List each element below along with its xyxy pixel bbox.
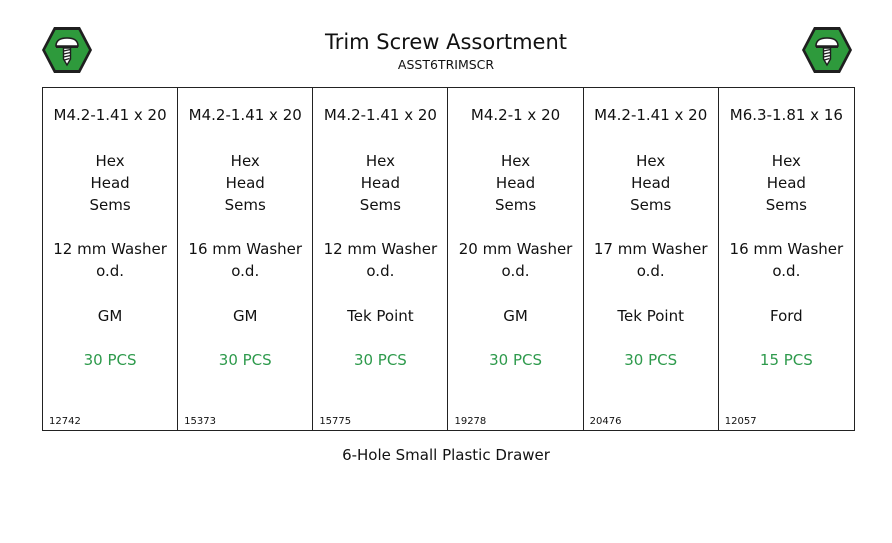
hex-screw-icon-right: [801, 26, 853, 74]
washer-size: [448, 238, 582, 282]
washer-size: [313, 238, 447, 282]
item-code: 15775: [319, 416, 352, 427]
screw-size: M6.3-1.81 x 16: [729, 106, 843, 124]
quantity: 30 PCS: [83, 351, 137, 369]
compartment-5: [584, 88, 719, 430]
head-line: Head: [631, 174, 671, 192]
head-type: [43, 150, 177, 216]
screw-size: M4.2-1.41 x 20: [53, 106, 167, 124]
head-line: Head: [766, 174, 806, 192]
head-line: Sems: [494, 196, 537, 214]
head-line: Sems: [89, 196, 131, 214]
head-line: Sems: [359, 196, 401, 214]
manufacturer: Ford: [770, 307, 803, 325]
head-line: Hex: [230, 152, 260, 170]
head-line: Hex: [95, 152, 125, 170]
head-type: [719, 150, 854, 216]
washer-line: o.d.: [366, 262, 395, 280]
head-type: [178, 150, 312, 216]
washer-size: [584, 238, 718, 282]
washer-line: 12 mm Washer: [53, 240, 167, 258]
washer-size: [178, 238, 312, 282]
hex-screw-icon: [801, 26, 853, 74]
item-code: 12742: [49, 416, 81, 427]
head-line: Sems: [224, 196, 266, 214]
item-code: 20476: [589, 416, 622, 427]
washer-line: 17 mm Washer: [593, 240, 708, 258]
screw-size: M4.2-1 x 20: [470, 106, 561, 124]
compartment-grid: [42, 87, 855, 431]
head-line: Sems: [630, 196, 672, 214]
head-line: Hex: [500, 152, 531, 170]
screw-size: M4.2-1.41 x 20: [188, 106, 302, 124]
washer-line: o.d.: [636, 262, 665, 280]
compartment-3: [313, 88, 448, 430]
page-title: Trim Screw Assortment: [324, 30, 568, 54]
washer-line: 12 mm Washer: [323, 240, 438, 258]
washer-line: 16 mm Washer: [188, 240, 303, 258]
compartment-6: [719, 88, 854, 430]
item-code: 19278: [454, 416, 487, 427]
screw-size: M4.2-1.41 x 20: [594, 106, 708, 124]
manufacturer: GM: [503, 307, 528, 325]
compartment-4: [448, 88, 583, 430]
washer-line: o.d.: [501, 262, 530, 280]
washer-line: o.d.: [772, 262, 801, 280]
manufacturer: Tek Point: [617, 307, 684, 325]
item-code: 15373: [184, 416, 216, 427]
container-type: 6-Hole Small Plastic Drawer: [342, 446, 550, 464]
head-line: Hex: [636, 152, 666, 170]
washer-line: o.d.: [231, 262, 260, 280]
head-line: Head: [360, 174, 400, 192]
manufacturer: GM: [232, 307, 258, 325]
quantity: 30 PCS: [489, 351, 542, 369]
head-line: Head: [225, 174, 265, 192]
compartment-1: [43, 88, 178, 430]
quantity: 15 PCS: [759, 351, 813, 369]
quantity: 30 PCS: [353, 351, 407, 369]
item-code: 12057: [724, 416, 757, 427]
head-type: [313, 150, 447, 216]
washer-size: [43, 238, 177, 282]
head-type: [448, 150, 582, 216]
head-line: Head: [495, 174, 536, 192]
part-number: ASST6TRIMSCR: [397, 57, 495, 72]
manufacturer: GM: [97, 307, 123, 325]
washer-size: [719, 238, 854, 282]
head-line: Hex: [771, 152, 801, 170]
compartment-2: [178, 88, 313, 430]
manufacturer: Tek Point: [347, 307, 414, 325]
head-line: Head: [90, 174, 130, 192]
quantity: 30 PCS: [624, 351, 678, 369]
quantity: 30 PCS: [218, 351, 272, 369]
screw-size: M4.2-1.41 x 20: [323, 106, 437, 124]
washer-line: 20 mm Washer: [458, 240, 573, 258]
washer-line: 16 mm Washer: [729, 240, 844, 258]
head-line: Hex: [365, 152, 395, 170]
head-line: Sems: [765, 196, 807, 214]
head-type: [584, 150, 718, 216]
washer-line: o.d.: [96, 262, 125, 280]
